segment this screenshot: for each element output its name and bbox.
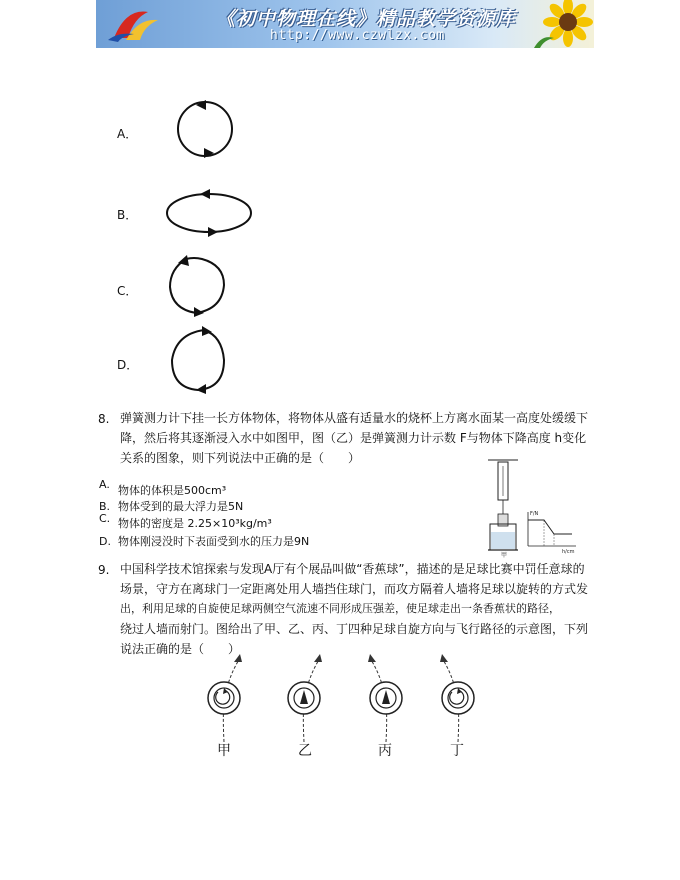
ball-yi-figure bbox=[288, 654, 322, 742]
sunflower-icon bbox=[528, 0, 594, 48]
spring-scale-figure bbox=[488, 458, 580, 558]
banana-ball-figures bbox=[200, 652, 480, 742]
q8-choice-a-letter: A. bbox=[99, 478, 110, 491]
ball-bing-figure bbox=[368, 654, 402, 742]
question-8-line-2: 降，然后将其逐渐浸入水中如图甲，图（乙）是弹簧测力计示数 F与物体下降高度 h变化 bbox=[120, 431, 587, 445]
option-d-orbit-figure bbox=[166, 326, 230, 394]
q8-choice-d-letter: D. bbox=[99, 535, 111, 548]
site-logo-icon bbox=[104, 4, 162, 44]
header-banner bbox=[96, 0, 594, 48]
ball-label-yi: 乙 bbox=[298, 743, 312, 759]
option-b-label: B． bbox=[117, 208, 138, 222]
graph-y-axis-label: F/N bbox=[530, 511, 539, 517]
option-d-label: D． bbox=[117, 358, 139, 372]
question-9-line-2: 场景，守方在离球门一定距离处用人墙挡住球门，而攻方隔着人墙将足球以旋转的方式发 bbox=[120, 582, 589, 596]
ball-label-ding: 丁 bbox=[450, 743, 464, 759]
ball-label-bing: 丙 bbox=[378, 743, 392, 759]
question-9-stem bbox=[120, 559, 590, 659]
question-9-line-3: 出，利用足球的自旋使足球两侧空气流速不同形成压强差，使足球走出一条香蕉状的路径， bbox=[120, 602, 560, 615]
q8-choice-b-text[interactable]: 物体受到的最大浮力是5N bbox=[118, 500, 244, 513]
ball-jia-figure bbox=[208, 654, 242, 742]
question-8-line-3: 关系的图象，则下列说法中正确的是（ ） bbox=[120, 451, 361, 465]
figure-label-jia: 甲 bbox=[501, 552, 508, 559]
question-8-number: 8. bbox=[98, 412, 110, 426]
option-b-orbit-figure bbox=[164, 190, 254, 236]
q8-choice-a-text[interactable]: 物体的体积是500cm³ bbox=[118, 484, 227, 497]
option-c-orbit-figure bbox=[170, 258, 224, 313]
question-9-line-4: 绕过人墙而射门。图给出了甲、乙、丙、丁四种足球自旋方向与飞行路径的示意图，下列 bbox=[120, 622, 589, 636]
option-a-label: A． bbox=[117, 127, 138, 141]
question-9-line-5: 说法正确的是（ ） bbox=[120, 642, 241, 656]
question-8-line-1: 弹簧测力计下挂一长方体物体，将物体从盛有适量水的烧杯上方离水面某一高度处缓缓下 bbox=[120, 411, 589, 425]
option-c-label: C． bbox=[117, 284, 138, 298]
question-9-number: 9. bbox=[98, 563, 110, 577]
ball-ding-figure bbox=[440, 654, 474, 742]
q8-choice-c-letter: C. bbox=[99, 512, 111, 525]
q8-choice-d-text[interactable]: 物体刚浸没时下表面受到水的压力是9N bbox=[118, 535, 310, 548]
ball-label-jia: 甲 bbox=[217, 743, 231, 759]
q8-choice-b-letter: B. bbox=[99, 500, 111, 513]
graph-x-axis-label: h/cm bbox=[562, 549, 575, 555]
question-9-line-1: 中国科学技术馆探索与发现A厅有个展品叫做“香蕉球”，描述的是足球比赛中罚任意球的 bbox=[120, 562, 585, 576]
banner-title: 《初中物理在线》精品教学资源库 bbox=[216, 8, 517, 30]
q8-choice-c-text[interactable]: 物体的密度是 2.25×10³kg/m³ bbox=[118, 517, 272, 530]
banner-url[interactable]: http://www.czwlzx.com bbox=[270, 28, 445, 43]
option-a-orbit-figure bbox=[170, 98, 240, 160]
